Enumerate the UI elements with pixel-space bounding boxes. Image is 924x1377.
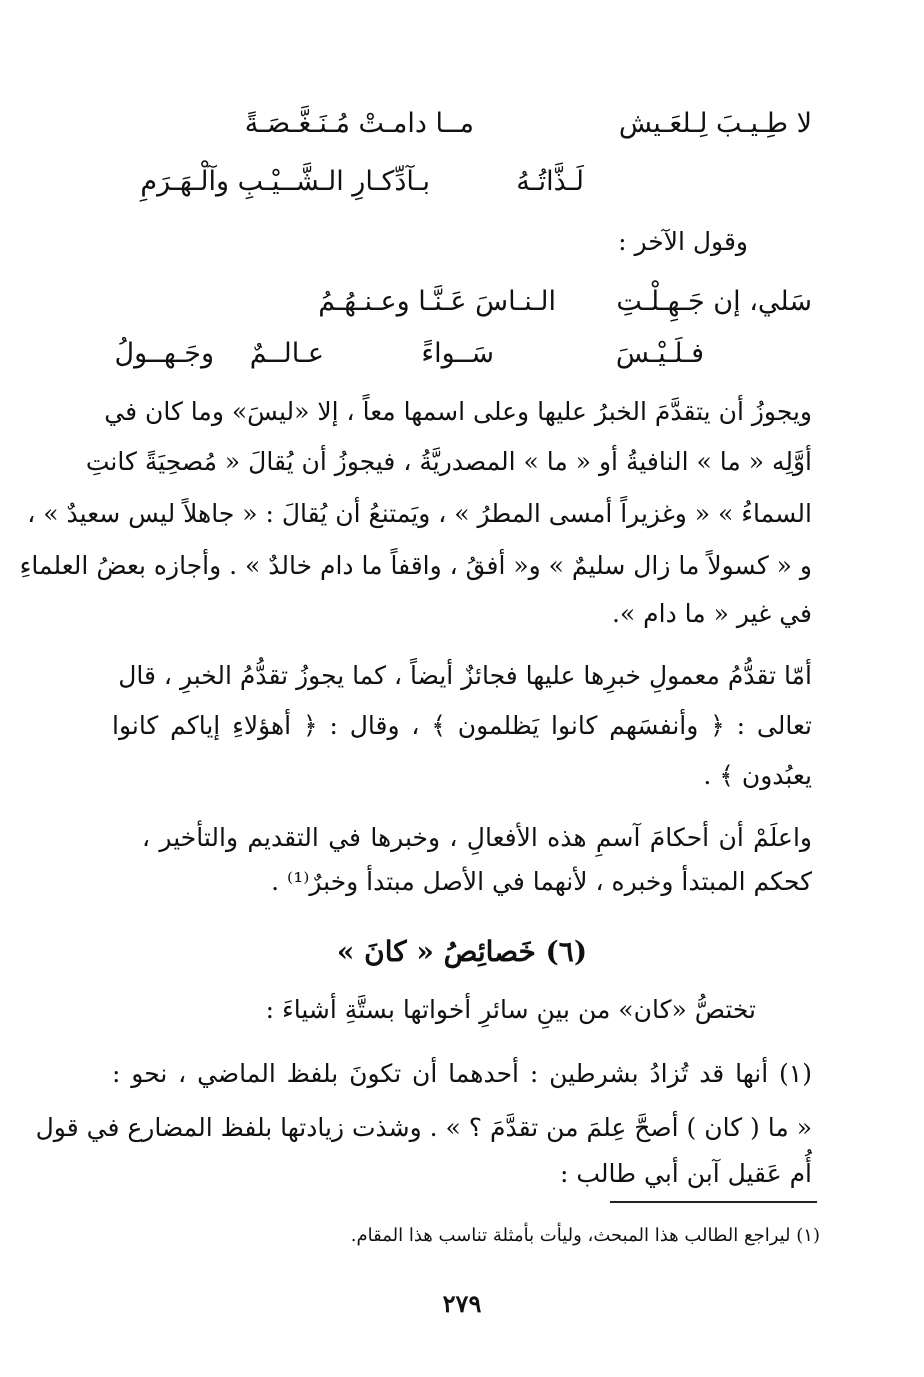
section-heading: (٦) خَصائِصُ « كانَ » [336, 935, 588, 968]
page-number: ٢٧٩ [442, 1289, 482, 1318]
paragraph-2-line-1: أمّا تقدُّمُ معمولِ خبرِها عليها فجائزٌ أيضاً ، كما يجوزُ تقدُّمُ الخبرِ ، قال [118, 661, 812, 690]
paragraph-1-line-3: السماءُ » « وغزيراً أمسى المطرُ » ، ويَمتنعُ أن يُقالَ : « جاهلاً ليس سعيدٌ » ، [27, 499, 812, 528]
poem-1-line-2-hemistich-1: لَـذَّاتُـهُ [516, 166, 584, 197]
poem-2-line-2-word-1: فـلَـيْـسَ [615, 338, 704, 369]
paragraph-2-line-2: تعالى : ﴿ وأنفسَهم كانوا يَظلمون ﴾ ، وقال : ﴿ أهؤلاءِ إياكم كانوا [112, 711, 812, 740]
poem-2-line-2-word-4: وجَـهــولُ [114, 338, 214, 369]
paragraph-3-line-2: كحكم المبتدأ وخبره ، لأنهما في الأصل مبتدأ وخبرٌ⁽¹⁾ . [271, 867, 812, 896]
paragraph-1-line-4: و « كسولاً ما زال سليمٌ » و« أفقُ ، واقفاً ما دام خالدٌ » . وأجازه بعضُ العلماءِ [19, 551, 812, 580]
poem-1-line-1-hemistich-1: لا طِـيـبَ لِـلعَـيش [618, 108, 812, 139]
paragraph-4: تختصُّ «كان» من بينِ سائرِ أخواتها بستَّةِ أشياءَ : [265, 995, 756, 1024]
poem-2-line-1 [0, 282, 924, 322]
poem-2-line-1-hemistich-2: الـنـاسَ عَـنَّـا وعـنـهُـمُ [318, 286, 556, 317]
poem-1-line-1 [0, 104, 924, 144]
paragraph-2-line-3: يعبُدون ﴾ . [703, 761, 812, 790]
poem-1-line-2-hemistich-2: بـآدِّكـارِ الـشَّــيْـبِ وآلْـهَـرَمِ [140, 166, 430, 197]
poem-1-line-2 [0, 162, 924, 202]
paragraph-3-line-1: واعلَمْ أن أحكامَ آسمِ هذه الأفعالِ ، وخبرها في التقديم والتأخير ، [142, 823, 812, 852]
poem-2-line-2-word-3: عـالــمٌ [249, 338, 324, 369]
poem-2-line-2-word-2: سَــواءً [421, 338, 494, 369]
footnote: (١) ليراجع الطالب هذا المبحث، وليأت بأمثلة تناسب هذا المقام. [350, 1225, 820, 1246]
footnote-divider [610, 1201, 817, 1203]
poem-2-line-2 [0, 334, 924, 374]
intro-line: وقول الآخر : [618, 227, 748, 256]
paragraph-5-line-2: « ما ( كان ) أصحَّ عِلمَ من تقدَّمَ ؟ » . وشذت زيادتها بلفظ المضارع في قول [35, 1113, 812, 1142]
paragraph-1-line-5: في غير « ما دام ». [611, 599, 812, 628]
paragraph-5-line-3: أُم عَقيل آبن أبي طالب : [560, 1159, 812, 1188]
poem-2-line-1-hemistich-1: سَلي، إن جَـهِـلْـتِ [616, 286, 812, 317]
poem-1-line-1-hemistich-2: مــا دامـتْ مُـنَـغَّـصَـةً [244, 108, 474, 139]
paragraph-5-line-1: (١) أنها قد تُزادُ بشرطين : أحدهما أن تكونَ بلفظ الماضي ، نحو : [112, 1059, 812, 1088]
paragraph-1-line-2: أوَّلِه « ما » النافيةُ أو « ما » المصدريَّةُ ، فيجوزُ أن يُقالَ « مُصحِيَةً كانتِ [85, 447, 812, 476]
paragraph-1-line-1: ويجوزُ أن يتقدَّمَ الخبرُ عليها وعلى اسمها معاً ، إلا «ليسَ» وما كان في [104, 397, 812, 426]
